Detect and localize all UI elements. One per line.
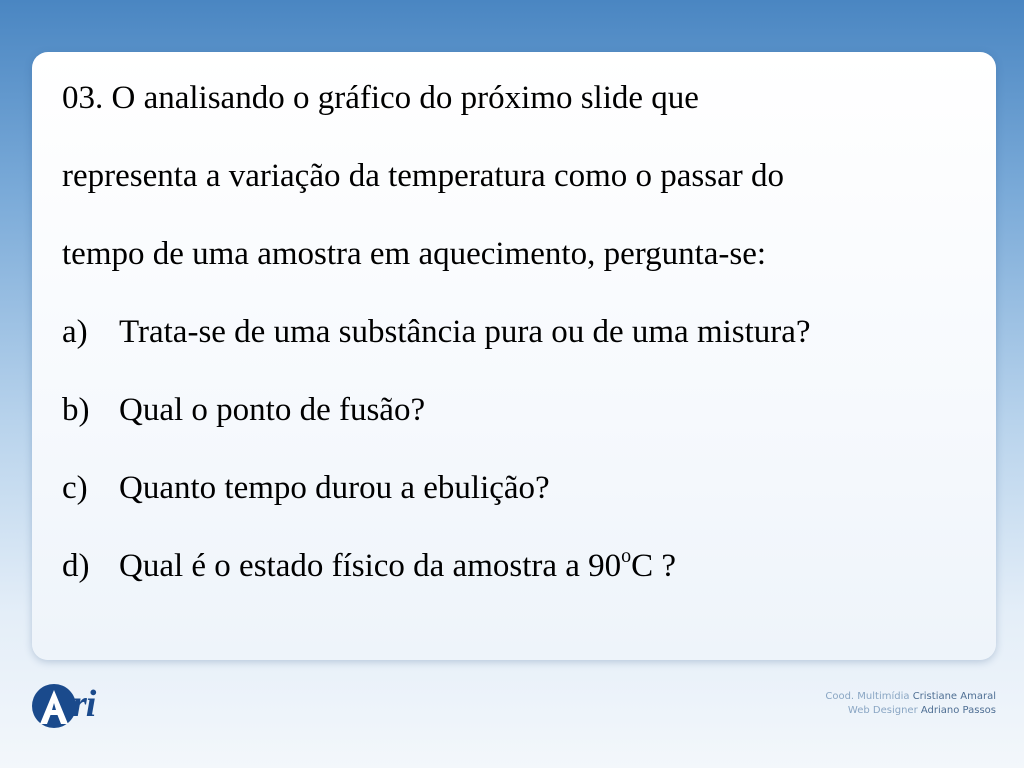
ari-logo: [32, 682, 122, 732]
question-letter: c): [62, 470, 88, 506]
intro-line-2: representa a variação da temperatura como o passar do: [62, 158, 784, 194]
credits-role: Cood. Multimídia: [825, 691, 910, 702]
question-text: [119, 546, 676, 586]
question-text: Trata-se de uma substância pura ou de uma mistura?: [119, 314, 811, 350]
credits-role: Web Designer: [847, 705, 918, 716]
question-c: [62, 468, 972, 508]
credits-line-2: [825, 704, 996, 718]
intro-line-3: tempo de uma amostra em aquecimento, pergunta-se:: [62, 236, 767, 272]
question-text-before: Qual é o estado físico da amostra a 90: [119, 548, 622, 584]
credits-person: Adriano Passos: [920, 705, 996, 716]
slide-content: [62, 78, 972, 586]
question-letter: d): [62, 548, 90, 584]
question-a: [62, 312, 972, 352]
credits: [825, 690, 996, 718]
degree-superscript: o: [621, 545, 632, 567]
credits-line-1: [825, 690, 996, 704]
logo-a-circle-icon: [32, 684, 76, 728]
credits-person: Cristiane Amaral: [912, 691, 996, 702]
question-d: [62, 546, 972, 586]
question-text: Quanto tempo durou a ebulição?: [119, 470, 550, 506]
question-letter: a): [62, 314, 88, 350]
question-letter: b): [62, 392, 90, 428]
question-text-after: C ?: [631, 548, 677, 584]
intro-line-1: 03. O analisando o gráfico do próximo slide que: [62, 80, 699, 116]
question-b: [62, 390, 972, 430]
logo-suffix: ri: [72, 683, 96, 725]
question-text: Qual o ponto de fusão?: [119, 392, 426, 428]
